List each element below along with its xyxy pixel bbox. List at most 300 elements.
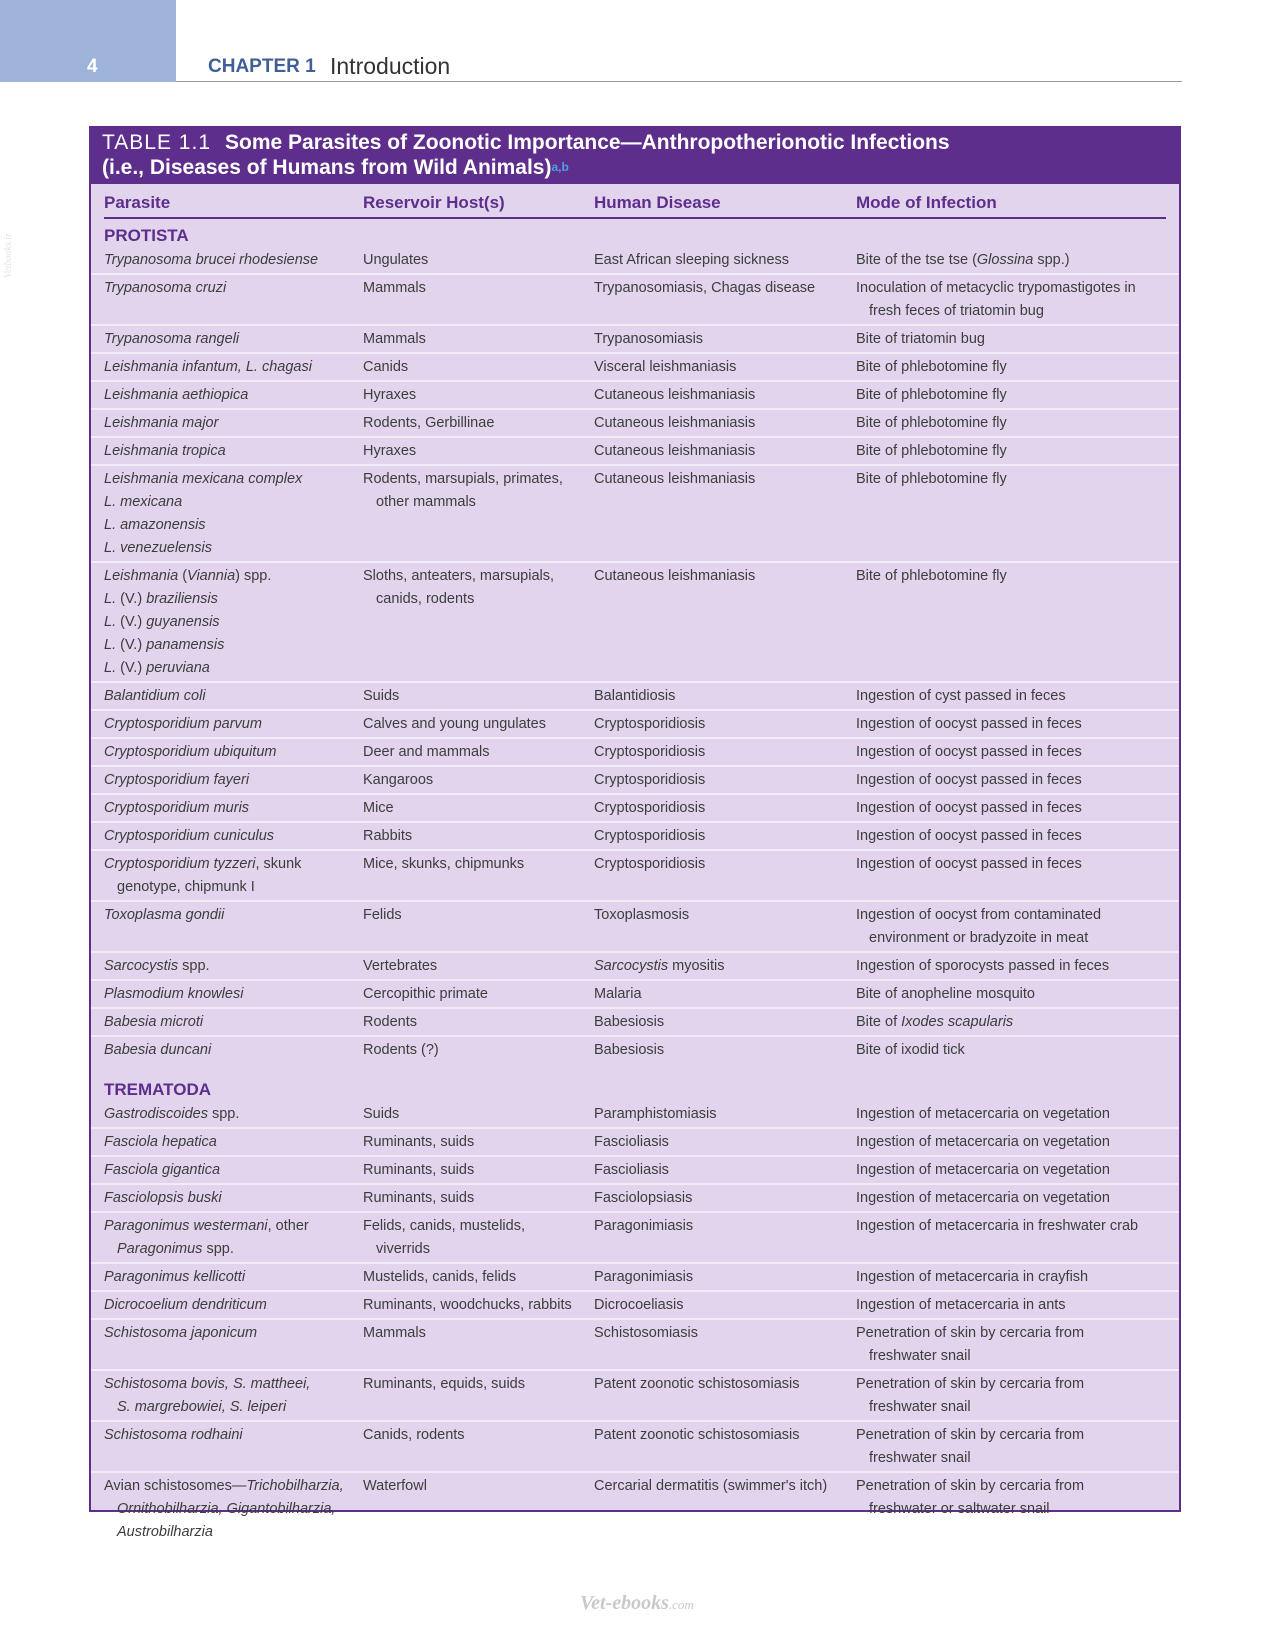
host-cell bbox=[363, 1264, 594, 1290]
parasite-cell bbox=[91, 1264, 363, 1290]
parasite-text: Leishmania tropica bbox=[104, 443, 226, 459]
host-cell bbox=[363, 739, 594, 765]
mode-text: Ingestion of metacercaria in freshwater crab bbox=[856, 1218, 1139, 1234]
table-row bbox=[91, 1157, 1179, 1185]
parasite-text: Cryptosporidium ubiquitum bbox=[104, 744, 277, 760]
parasite-text: S. margrebowiei, S. leiperi bbox=[117, 1399, 287, 1415]
footer-logo-main: Vet-ebooks bbox=[580, 1592, 669, 1614]
table-row bbox=[91, 1185, 1179, 1213]
disease-cell bbox=[594, 1292, 856, 1318]
parasite-line bbox=[104, 1131, 363, 1154]
parasite-text: Ornithobilharzia, Gigantobilharzia, bbox=[117, 1501, 336, 1517]
mode-text: Bite of ixodid tick bbox=[856, 1042, 965, 1058]
disease-cell bbox=[594, 438, 856, 464]
parasite-text: Balantidium coli bbox=[104, 688, 206, 704]
disease-line bbox=[594, 955, 856, 978]
parasite-text: (V.) bbox=[116, 614, 147, 630]
mode-cell bbox=[856, 823, 1166, 849]
mode-text: Bite of triatomin bug bbox=[856, 331, 985, 347]
mode-text: Ingestion of oocyst passed in feces bbox=[856, 744, 1082, 760]
parasite-text: Schistosoma japonicum bbox=[104, 1325, 258, 1341]
parasite-text: Trypanosoma cruzi bbox=[104, 280, 227, 296]
parasite-text: Leishmania aethiopica bbox=[104, 387, 249, 403]
mode-cell bbox=[856, 438, 1166, 464]
side-watermark: Vetbooks.ir bbox=[2, 233, 14, 278]
disease-line bbox=[594, 249, 856, 272]
host-text: Ruminants, woodchucks, rabbits bbox=[363, 1297, 572, 1313]
mode-text: Ingestion of oocyst passed in feces bbox=[856, 800, 1082, 816]
mode-text: Ingestion of oocyst from contaminated bbox=[856, 907, 1102, 923]
parasite-cell bbox=[91, 711, 363, 737]
table-row bbox=[91, 410, 1179, 438]
parasite-cell bbox=[91, 851, 363, 900]
parasite-text: Paragonimus westermani bbox=[104, 1218, 268, 1234]
parasite-line bbox=[104, 1322, 363, 1345]
host-cell bbox=[363, 563, 594, 681]
parasite-line bbox=[104, 825, 363, 848]
host-cell bbox=[363, 823, 594, 849]
mode-line bbox=[856, 328, 1166, 351]
mode-line bbox=[856, 685, 1166, 708]
disease-text: Cryptosporidiosis bbox=[594, 744, 706, 760]
parasite-text: Trichobilharzia, bbox=[246, 1478, 344, 1494]
parasite-text: Schistosoma rodhaini bbox=[104, 1427, 243, 1443]
table-row bbox=[91, 851, 1179, 902]
parasite-line bbox=[104, 1159, 363, 1182]
parasite-line bbox=[104, 611, 363, 634]
disease-text: Fasciolopsiasis bbox=[594, 1190, 693, 1206]
mode-line bbox=[856, 1039, 1166, 1062]
disease-line bbox=[594, 1103, 856, 1126]
parasite-line bbox=[104, 440, 363, 463]
mode-cell bbox=[856, 326, 1166, 352]
mode-text: fresh feces of triatomin bug bbox=[869, 303, 1044, 319]
parasite-line bbox=[104, 1373, 363, 1396]
host-cell bbox=[363, 326, 594, 352]
parasite-line bbox=[104, 634, 363, 657]
parasite-line bbox=[104, 1215, 363, 1238]
disease-text: Cutaneous leishmaniasis bbox=[594, 471, 756, 487]
parasite-cell bbox=[91, 1037, 363, 1063]
disease-line bbox=[594, 904, 856, 927]
host-cell bbox=[363, 466, 594, 561]
mode-cell bbox=[856, 1213, 1166, 1262]
table-row bbox=[91, 1422, 1179, 1473]
host-text: Felids bbox=[363, 907, 402, 923]
column-header-parasite: Parasite bbox=[104, 193, 171, 212]
parasite-line bbox=[104, 1039, 363, 1062]
parasite-text: Fasciolopsis buski bbox=[104, 1190, 222, 1206]
parasite-cell bbox=[91, 953, 363, 979]
disease-line bbox=[594, 1266, 856, 1289]
footer-logo-suffix: .com bbox=[668, 1597, 694, 1612]
parasite-text: Fasciola hepatica bbox=[104, 1134, 217, 1150]
mode-text: Bite of phlebotomine fly bbox=[856, 387, 1007, 403]
parasite-cell bbox=[91, 902, 363, 951]
mode-cell bbox=[856, 563, 1166, 681]
parasite-cell bbox=[91, 1129, 363, 1155]
table-row bbox=[91, 1037, 1179, 1063]
mode-line bbox=[856, 1294, 1166, 1317]
mode-text: Ingestion of metacercaria in crayfish bbox=[856, 1269, 1089, 1285]
table-row bbox=[91, 1292, 1179, 1320]
disease-text: Cutaneous leishmaniasis bbox=[594, 443, 756, 459]
mode-cell bbox=[856, 410, 1166, 436]
host-text: Mammals bbox=[363, 331, 426, 347]
parasite-text: Austrobilharzia bbox=[117, 1524, 213, 1540]
host-text: Canids bbox=[363, 359, 409, 375]
parasite-line bbox=[104, 588, 363, 611]
host-text: Rodents, marsupials, primates, bbox=[363, 471, 563, 487]
parasite-cell bbox=[91, 382, 363, 408]
disease-cell bbox=[594, 354, 856, 380]
host-cell bbox=[363, 1320, 594, 1369]
parasite-line bbox=[104, 1187, 363, 1210]
parasite-text: Babesia microti bbox=[104, 1014, 204, 1030]
mode-cell bbox=[856, 1473, 1166, 1545]
host-cell bbox=[363, 1009, 594, 1035]
parasite-line bbox=[104, 491, 363, 514]
disease-text: Babesiosis bbox=[594, 1042, 665, 1058]
table-row bbox=[91, 1213, 1179, 1264]
parasite-cell bbox=[91, 1009, 363, 1035]
parasite-cell bbox=[91, 1422, 363, 1471]
parasite-text: Toxoplasma gondii bbox=[104, 907, 225, 923]
mode-cell bbox=[856, 851, 1166, 900]
parasite-text: Gastrodiscoides bbox=[104, 1106, 208, 1122]
disease-text: Cutaneous leishmaniasis bbox=[594, 568, 756, 584]
column-headers bbox=[104, 184, 1166, 219]
table-row bbox=[91, 953, 1179, 981]
mode-text: Bite of phlebotomine fly bbox=[856, 443, 1007, 459]
disease-line bbox=[594, 713, 856, 736]
parasite-line bbox=[104, 328, 363, 351]
parasite-text: L. mexicana bbox=[104, 494, 183, 510]
table-row bbox=[91, 354, 1179, 382]
mode-line bbox=[856, 1498, 1166, 1521]
disease-cell bbox=[594, 1009, 856, 1035]
mode-cell bbox=[856, 953, 1166, 979]
mode-text: Ingestion of oocyst passed in feces bbox=[856, 716, 1082, 732]
host-cell bbox=[363, 683, 594, 709]
parasite-cell bbox=[91, 1213, 363, 1262]
parasite-line bbox=[104, 769, 363, 792]
parasite-cell bbox=[91, 823, 363, 849]
host-text: Deer and mammals bbox=[363, 744, 490, 760]
parasite-line bbox=[104, 514, 363, 537]
table-row bbox=[91, 981, 1179, 1009]
disease-text: Malaria bbox=[594, 986, 642, 1002]
host-cell bbox=[363, 1157, 594, 1183]
mode-line bbox=[856, 904, 1166, 927]
mode-cell bbox=[856, 1264, 1166, 1290]
host-cell bbox=[363, 1292, 594, 1318]
mode-line bbox=[856, 1322, 1166, 1345]
disease-line bbox=[594, 825, 856, 848]
disease-cell bbox=[594, 795, 856, 821]
parasite-cell bbox=[91, 1371, 363, 1420]
mode-text: Bite of bbox=[856, 1014, 902, 1030]
parasite-text: spp. bbox=[207, 1106, 240, 1122]
disease-text: East African sleeping sickness bbox=[594, 252, 790, 268]
disease-line bbox=[594, 1159, 856, 1182]
disease-line bbox=[594, 1011, 856, 1034]
parasite-text: Leishmania bbox=[104, 568, 179, 584]
disease-cell bbox=[594, 1101, 856, 1127]
disease-cell bbox=[594, 1157, 856, 1183]
disease-text: Balantidiosis bbox=[594, 688, 676, 704]
mode-line bbox=[856, 468, 1166, 491]
table-footnote-marker: a,b bbox=[551, 160, 569, 174]
disease-cell bbox=[594, 823, 856, 849]
disease-line bbox=[594, 983, 856, 1006]
host-text: Mustelids, canids, felids bbox=[363, 1269, 517, 1285]
mode-line bbox=[856, 797, 1166, 820]
table-row bbox=[91, 683, 1179, 711]
mode-line bbox=[856, 1131, 1166, 1154]
parasite-text: genotype, chipmunk I bbox=[117, 879, 255, 895]
host-text: viverrids bbox=[376, 1241, 430, 1257]
parasite-line bbox=[104, 685, 363, 708]
parasite-text: Fasciola gigantica bbox=[104, 1162, 221, 1178]
host-text: Mice, skunks, chipmunks bbox=[363, 856, 525, 872]
parasite-text: Babesia duncani bbox=[104, 1042, 212, 1058]
disease-cell bbox=[594, 851, 856, 900]
disease-text: Cryptosporidiosis bbox=[594, 856, 706, 872]
mode-line bbox=[856, 384, 1166, 407]
mode-line bbox=[856, 565, 1166, 588]
disease-cell bbox=[594, 410, 856, 436]
parasite-text: Trypanosoma brucei rhodesiense bbox=[104, 252, 319, 268]
parasite-line bbox=[104, 713, 363, 736]
table-row bbox=[91, 795, 1179, 823]
parasite-text: peruviana bbox=[146, 660, 210, 676]
mode-text: Ingestion of metacercaria on vegetation bbox=[856, 1134, 1110, 1150]
mode-cell bbox=[856, 354, 1166, 380]
mode-line bbox=[856, 1424, 1166, 1447]
host-cell bbox=[363, 1185, 594, 1211]
host-text: Rodents bbox=[363, 1014, 418, 1030]
disease-cell bbox=[594, 767, 856, 793]
host-cell bbox=[363, 1371, 594, 1420]
parasite-line bbox=[104, 1498, 363, 1521]
mode-text: Bite of phlebotomine fly bbox=[856, 471, 1007, 487]
mode-line bbox=[856, 249, 1166, 272]
mode-line bbox=[856, 1475, 1166, 1498]
mode-line bbox=[856, 1345, 1166, 1368]
table-row bbox=[91, 739, 1179, 767]
mode-cell bbox=[856, 275, 1166, 324]
parasite-cell bbox=[91, 438, 363, 464]
mode-text: spp.) bbox=[1033, 252, 1070, 268]
parasite-text: Paragonimus bbox=[117, 1241, 203, 1257]
mode-text: Ingestion of sporocysts passed in feces bbox=[856, 958, 1110, 974]
parasite-line bbox=[104, 1103, 363, 1126]
parasite-text: Avian schistosomes— bbox=[104, 1478, 247, 1494]
disease-line bbox=[594, 1322, 856, 1345]
mode-text: Ingestion of metacercaria on vegetation bbox=[856, 1190, 1110, 1206]
mode-line bbox=[856, 1266, 1166, 1289]
mode-text: freshwater snail bbox=[869, 1348, 971, 1364]
table-row bbox=[91, 823, 1179, 851]
mode-text: Penetration of skin by cercaria from bbox=[856, 1376, 1085, 1392]
parasite-text: Dicrocoelium dendriticum bbox=[104, 1297, 267, 1313]
host-cell bbox=[363, 1037, 594, 1063]
mode-line bbox=[856, 412, 1166, 435]
disease-line bbox=[594, 797, 856, 820]
parasite-text: Viannia bbox=[187, 568, 236, 584]
mode-text: Ingestion of cyst passed in feces bbox=[856, 688, 1066, 704]
parasite-line bbox=[104, 983, 363, 1006]
host-cell bbox=[363, 767, 594, 793]
disease-text: Cryptosporidiosis bbox=[594, 828, 706, 844]
parasite-text: (V.) bbox=[116, 637, 147, 653]
table-row bbox=[91, 1009, 1179, 1037]
disease-text: Babesiosis bbox=[594, 1014, 665, 1030]
disease-cell bbox=[594, 1371, 856, 1420]
mode-cell bbox=[856, 1371, 1166, 1420]
host-cell bbox=[363, 711, 594, 737]
parasite-line bbox=[104, 955, 363, 978]
disease-text: Toxoplasmosis bbox=[594, 907, 690, 923]
disease-cell bbox=[594, 683, 856, 709]
mode-cell bbox=[856, 1009, 1166, 1035]
chapter-title: Introduction bbox=[330, 53, 451, 79]
mode-cell bbox=[856, 1422, 1166, 1471]
disease-line bbox=[594, 468, 856, 491]
host-cell bbox=[363, 1101, 594, 1127]
host-text: Ruminants, equids, suids bbox=[363, 1376, 525, 1392]
parasite-line bbox=[104, 904, 363, 927]
column-header-mode-of-infection: Mode of Infection bbox=[856, 193, 997, 212]
disease-text: Cryptosporidiosis bbox=[594, 800, 706, 816]
disease-line bbox=[594, 1373, 856, 1396]
host-text: Vertebrates bbox=[363, 958, 438, 974]
parasite-cell bbox=[91, 1185, 363, 1211]
disease-text: Dicrocoeliasis bbox=[594, 1297, 684, 1313]
mode-text: Ingestion of metacercaria in ants bbox=[856, 1297, 1066, 1313]
disease-cell bbox=[594, 563, 856, 681]
mode-text: freshwater snail bbox=[869, 1399, 971, 1415]
mode-cell bbox=[856, 466, 1166, 561]
disease-cell bbox=[594, 382, 856, 408]
parasite-line bbox=[104, 1396, 363, 1419]
disease-line bbox=[594, 328, 856, 351]
table-row bbox=[91, 275, 1179, 326]
parasite-text: L. venezuelensis bbox=[104, 540, 213, 556]
mode-text: Bite of phlebotomine fly bbox=[856, 359, 1007, 375]
disease-line bbox=[594, 1475, 856, 1498]
column-header-human-disease: Human Disease bbox=[594, 193, 721, 212]
disease-text: Cutaneous leishmaniasis bbox=[594, 387, 756, 403]
mode-line bbox=[856, 356, 1166, 379]
host-cell bbox=[363, 902, 594, 951]
parasite-line bbox=[104, 1424, 363, 1447]
mode-line bbox=[856, 440, 1166, 463]
mode-cell bbox=[856, 767, 1166, 793]
table-row bbox=[91, 711, 1179, 739]
mode-cell bbox=[856, 1037, 1166, 1063]
table-row bbox=[91, 902, 1179, 953]
disease-cell bbox=[594, 247, 856, 273]
zoonotic-parasites-table bbox=[89, 126, 1181, 1540]
disease-line bbox=[594, 769, 856, 792]
disease-text: Cryptosporidiosis bbox=[594, 772, 706, 788]
mode-text: Ingestion of metacercaria on vegetation bbox=[856, 1162, 1110, 1178]
mode-text: Bite of phlebotomine fly bbox=[856, 568, 1007, 584]
disease-text: Fascioliasis bbox=[594, 1134, 669, 1150]
mode-cell bbox=[856, 711, 1166, 737]
parasite-text: L. amazonensis bbox=[104, 517, 206, 533]
table-row bbox=[91, 1264, 1179, 1292]
mode-line bbox=[856, 713, 1166, 736]
table-body bbox=[91, 225, 1179, 1545]
disease-cell bbox=[594, 1473, 856, 1545]
host-cell bbox=[363, 438, 594, 464]
disease-text: Paragonimiasis bbox=[594, 1218, 694, 1234]
disease-line bbox=[594, 1187, 856, 1210]
parasite-text: L. bbox=[104, 637, 117, 653]
parasite-text: L. bbox=[104, 660, 117, 676]
host-text: Felids, canids, mustelids, bbox=[363, 1218, 525, 1234]
mode-line bbox=[856, 300, 1166, 323]
mode-text: Bite of phlebotomine fly bbox=[856, 415, 1007, 431]
disease-text: Paragonimiasis bbox=[594, 1269, 694, 1285]
parasite-text: ( bbox=[178, 568, 188, 584]
mode-line bbox=[856, 1103, 1166, 1126]
parasite-text: Plasmodium knowlesi bbox=[104, 986, 244, 1002]
table-row bbox=[91, 1101, 1179, 1129]
host-text: Mice bbox=[363, 800, 394, 816]
mode-line bbox=[856, 769, 1166, 792]
host-text: Mammals bbox=[363, 280, 426, 296]
table-title-line1: Some Parasites of Zoonotic Importance—Anthropotherionotic Infections bbox=[225, 131, 950, 154]
disease-line bbox=[594, 1131, 856, 1154]
parasite-text: Cryptosporidium cuniculus bbox=[104, 828, 275, 844]
parasite-text: spp. bbox=[202, 1241, 234, 1257]
disease-line bbox=[594, 853, 856, 876]
mode-cell bbox=[856, 981, 1166, 1007]
host-text: other mammals bbox=[376, 494, 476, 510]
host-text: Rabbits bbox=[363, 828, 413, 844]
parasite-cell bbox=[91, 1320, 363, 1369]
parasite-text: Cryptosporidium parvum bbox=[104, 716, 262, 732]
host-text: Ungulates bbox=[363, 252, 429, 268]
parasite-line bbox=[104, 1475, 363, 1498]
mode-line bbox=[856, 853, 1166, 876]
disease-cell bbox=[594, 1320, 856, 1369]
header-rule bbox=[176, 81, 1182, 82]
disease-line bbox=[594, 1039, 856, 1062]
host-cell bbox=[363, 382, 594, 408]
host-cell bbox=[363, 247, 594, 273]
parasite-text: Sarcocystis bbox=[104, 958, 179, 974]
disease-cell bbox=[594, 326, 856, 352]
disease-text: Schistosomiasis bbox=[594, 1325, 698, 1341]
disease-line bbox=[594, 356, 856, 379]
mode-text: Ingestion of oocyst passed in feces bbox=[856, 772, 1082, 788]
mode-line bbox=[856, 277, 1166, 300]
mode-text: Ingestion of oocyst passed in feces bbox=[856, 828, 1082, 844]
table-label: TABLE 1.1 bbox=[102, 131, 211, 154]
parasite-cell bbox=[91, 354, 363, 380]
table-title-line2: (i.e., Diseases of Humans from Wild Animals) bbox=[102, 156, 552, 179]
host-cell bbox=[363, 981, 594, 1007]
host-text: Suids bbox=[363, 1106, 400, 1122]
host-cell bbox=[363, 851, 594, 900]
host-text: Ruminants, suids bbox=[363, 1190, 475, 1206]
parasite-line bbox=[104, 741, 363, 764]
